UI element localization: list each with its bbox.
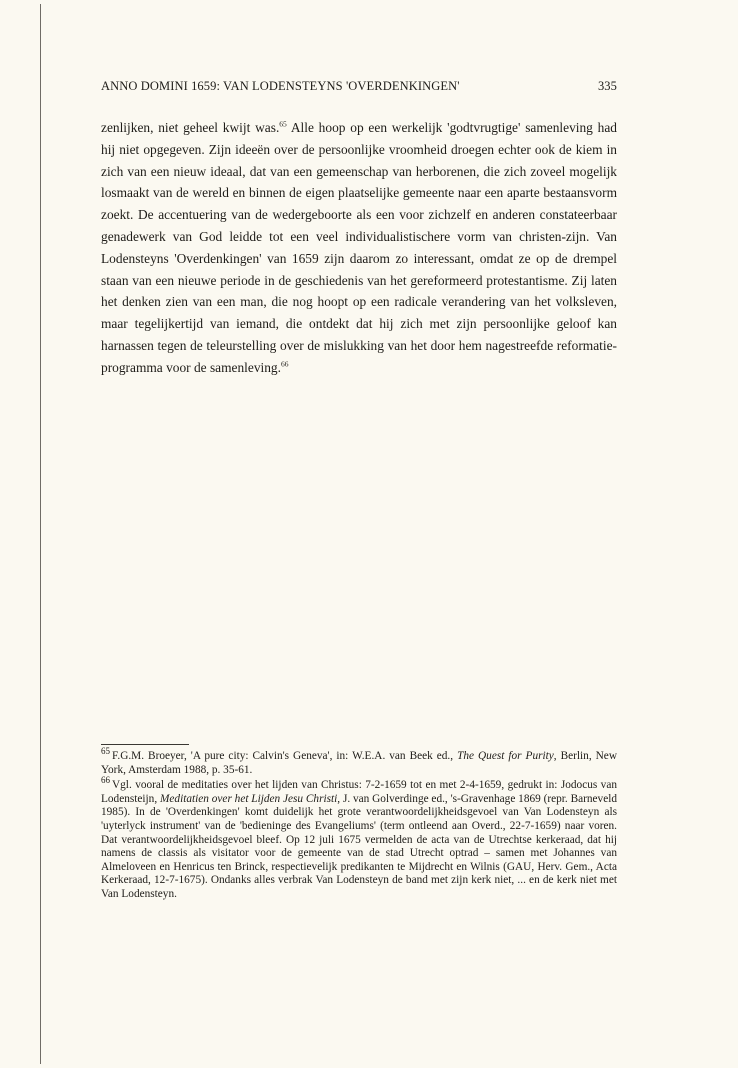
footnote-separator [101,744,189,745]
footnote-66 [101,775,617,901]
footnote-text: F.G.M. Broeyer, 'A pure city: Calvin's Geneva', in: W.E.A. van Beek ed., [112,750,458,762]
footnote-book-title: Meditatien over het Lijden Jesu Christi [160,792,338,805]
body-text-part-2: Alle hoop op een werkelijk 'godtvrugtige' samenleving had hij niet opgegeven. Zijn ideeën over de persoonlijke vroomheid droegen echter ook de kiem in zich van een nieuw ideaal, dat van een gemeenschap van herborenen, die zich zoveel mogelijk losmaakt van de wereld en binnen de eigen plaatselijke gemeente naar een aparte bestaansvorm zoekt. De accentuering van de wedergeboorte als een voor zichzelf en anderen constateerbaar genadewerk van God leidde tot een veel individualistischere vorm van christen-zijn. Van Lodensteyns 'Overdenkingen' van 1659 zijn daarom zo interessant, omdat ze op de drempel staan van een nieuwe periode in de geschiedenis van het gereformeerd protestantisme. Zij laten het denken zien van een man, die nog hoopt op een radicale verandering van het volksleven, maar tegelijkertijd van iemand, die ontdekt dat hij zich met zijn persoonlijke geloof kan harnassen tegen de teleurstelling over de mislukking van het door hem nagestreefde reformatie-programma voor de samenleving. [101,120,617,375]
footnotes [101,746,617,904]
body-paragraph [101,117,617,379]
page-edge-line [40,4,41,1064]
footnote-number: 66 [101,775,110,786]
footnote-book-title: The Quest for Purity [457,750,554,762]
footnote-number: 65 [101,746,110,757]
footnote-ref-65[interactable]: 65 [279,119,287,129]
footnote-text: Vgl. vooral de meditaties over het lijden van Christus: 7-2-1659 tot en met 2-4-1659, gedrukt in: Jodocus van Lodensteijn, [101,779,617,805]
footnote-text: , Berlin, New York, Amsterdam 1988, p. 35-61. [101,750,617,776]
footnote-65 [101,746,617,777]
running-head-title: ANNO DOMINI 1659: VAN LODENSTEYNS 'OVERDENKINGEN' [101,79,460,93]
body-text-part-1: zenlijken, niet geheel kwijt was. [101,120,280,135]
footnote-text: , J. van Golverdinge ed., 's-Gravenhage 1869 (repr. Barneveld 1985). In de 'Overdenkingen' komt duidelijk het grote verantwoordelijkheidsgevoel van Van Lodensteyn als 'uyterlyck instrument' van de 'bedieninge des Evangeliums' (term ontleend aan Overd., 22-7-1659) naar voren. Dat verantwoordelijkheidsgevoel bleef. Op 12 juli 1675 vermelden de acta van de Utrechtse kerkeraad, dat hij namens de classis als visitator voor de gemeente van de stad Utrecht optrad – samen met Johannes van Almeloveen en Henricus ten Brinck, respectievelijk predikanten te Mijdrecht en Wilnis (GAU, Herv. Gem., Acta Kerkeraad, 12-7-1675). Ondanks alles verbrak Van Lodensteyn de band met zijn kerk niet, ... en de kerk niet met Van Lodensteyn. [101,792,617,900]
page-number: 335 [597,79,617,93]
footnote-ref-66[interactable]: 66 [280,359,289,369]
